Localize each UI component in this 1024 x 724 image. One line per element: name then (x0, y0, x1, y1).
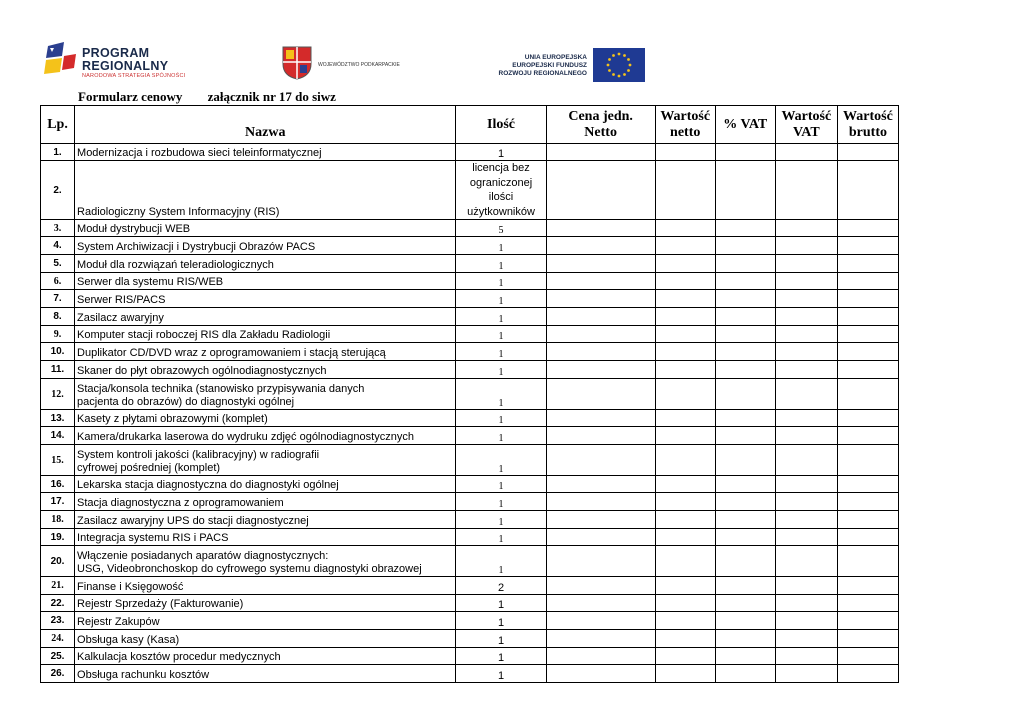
row-vat-pct-cell[interactable] (715, 493, 775, 511)
row-unit-price-cell[interactable] (546, 220, 655, 237)
row-lp: 20. (41, 546, 75, 577)
header-unit-price (546, 106, 655, 144)
row-qty: 1 (456, 630, 546, 648)
row-vat-value-cell[interactable] (775, 612, 837, 630)
header-name: Nazwa (75, 106, 456, 144)
header-gross (837, 106, 898, 144)
table-row (41, 343, 899, 361)
row-vat-pct-cell[interactable] (715, 577, 775, 595)
table-row (41, 612, 899, 630)
row-vat-value-cell[interactable] (775, 220, 837, 237)
row-unit-price-cell[interactable] (546, 343, 655, 361)
row-lp: 22. (41, 595, 75, 612)
row-net-value-cell[interactable] (655, 630, 715, 648)
table-row (41, 410, 899, 427)
row-lp: 8. (41, 308, 75, 326)
table-body (41, 144, 899, 683)
row-vat-pct-cell[interactable] (715, 308, 775, 326)
row-qty: 1 (456, 343, 546, 361)
row-gross-value-cell[interactable] (837, 445, 898, 476)
form-heading (78, 89, 336, 105)
row-vat-pct-cell[interactable] (715, 144, 775, 161)
row-qty: 1 (456, 237, 546, 255)
header-gross-l1: Wartość (843, 108, 893, 124)
row-name: Serwer RIS/PACS (75, 290, 456, 308)
row-unit-price-cell[interactable] (546, 476, 655, 493)
eu-line2: EUROPEJSKI FUNDUSZ (512, 62, 587, 69)
table-row (41, 290, 899, 308)
row-gross-value-cell[interactable] (837, 410, 898, 427)
row-vat-value-cell[interactable] (775, 493, 837, 511)
row-gross-value-cell[interactable] (837, 161, 898, 220)
row-vat-value-cell[interactable] (775, 427, 837, 445)
row-unit-price-cell[interactable] (546, 577, 655, 595)
row-gross-value-cell[interactable] (837, 476, 898, 493)
row-lp: 11. (41, 361, 75, 379)
row-qty: licencja bez ograniczonej ilości użytkowników (456, 161, 546, 220)
row-name: Obsługa kasy (Kasa) (75, 630, 456, 648)
row-gross-value-cell[interactable] (837, 665, 898, 683)
row-vat-pct-cell[interactable] (715, 343, 775, 361)
row-unit-price-cell[interactable] (546, 144, 655, 161)
row-qty: 1 (456, 273, 546, 290)
row-name: Radiologiczny System Informacyjny (RIS) (75, 161, 456, 220)
row-unit-price-cell[interactable] (546, 273, 655, 290)
row-lp: 2. (41, 161, 75, 220)
row-vat-pct-cell[interactable] (715, 546, 775, 577)
program-regionalny-mark-icon (44, 42, 76, 82)
row-lp: 19. (41, 529, 75, 546)
row-vat-value-cell[interactable] (775, 273, 837, 290)
wojewodztwo-shield-icon (282, 46, 312, 80)
row-name: Moduł dystrybucji WEB (75, 220, 456, 237)
table-row (41, 326, 899, 343)
row-vat-pct-cell[interactable] (715, 410, 775, 427)
row-qty: 1 (456, 379, 546, 410)
header-net-l1: Wartość (660, 108, 711, 124)
row-lp: 25. (41, 648, 75, 665)
row-name: Komputer stacji roboczej RIS dla Zakładu Radiologii (75, 326, 456, 343)
row-lp: 4. (41, 237, 75, 255)
row-vat-value-cell[interactable] (775, 290, 837, 308)
table-row (41, 427, 899, 445)
table-row (41, 308, 899, 326)
row-vat-pct-cell[interactable] (715, 273, 775, 290)
row-gross-value-cell[interactable] (837, 290, 898, 308)
row-name: Lekarska stacja diagnostyczna do diagnostyki ogólnej (75, 476, 456, 493)
row-vat-value-cell[interactable] (775, 410, 837, 427)
row-vat-value-cell[interactable] (775, 546, 837, 577)
row-vat-pct-cell[interactable] (715, 326, 775, 343)
table-row (41, 255, 899, 273)
row-name: Finanse i Księgowość (75, 577, 456, 595)
table-row (41, 493, 899, 511)
row-unit-price-cell[interactable] (546, 595, 655, 612)
row-lp: 12. (41, 379, 75, 410)
row-vat-value-cell[interactable] (775, 237, 837, 255)
row-net-value-cell[interactable] (655, 326, 715, 343)
row-unit-price-cell[interactable] (546, 445, 655, 476)
header-vat-l1: Wartość (781, 108, 832, 124)
row-vat-value-cell[interactable] (775, 577, 837, 595)
row-lp: 1. (41, 144, 75, 161)
row-vat-pct-cell[interactable] (715, 445, 775, 476)
row-qty: 1 (456, 648, 546, 665)
row-qty: 1 (456, 410, 546, 427)
row-name: Kalkulacja kosztów procedur medycznych (75, 648, 456, 665)
row-vat-pct-cell[interactable] (715, 529, 775, 546)
program-line3: NARODOWA STRATEGIA SPÓJNOŚCI (82, 73, 186, 79)
row-lp: 15. (41, 445, 75, 476)
row-vat-pct-cell[interactable] (715, 237, 775, 255)
row-qty: 1 (456, 529, 546, 546)
form-title: Formularz cenowy (78, 89, 183, 104)
program-line1: PROGRAM (82, 46, 150, 60)
row-unit-price-cell[interactable] (546, 290, 655, 308)
row-qty: 1 (456, 308, 546, 326)
row-qty: 1 (456, 511, 546, 529)
row-lp: 16. (41, 476, 75, 493)
header-vat-l2: VAT (792, 124, 820, 140)
row-gross-value-cell[interactable] (837, 612, 898, 630)
row-vat-pct-cell[interactable] (715, 630, 775, 648)
row-vat-value-cell[interactable] (775, 648, 837, 665)
table-row (41, 665, 899, 683)
row-vat-value-cell[interactable] (775, 529, 837, 546)
row-gross-value-cell[interactable] (837, 273, 898, 290)
row-unit-price-cell[interactable] (546, 493, 655, 511)
row-qty: 1 (456, 612, 546, 630)
row-gross-value-cell[interactable] (837, 648, 898, 665)
row-name: Moduł dla rozwiązań teleradiologicznych (75, 255, 456, 273)
row-qty: 5 (456, 220, 546, 237)
table-row (41, 273, 899, 290)
header-gross-l2: brutto (848, 124, 887, 140)
wojewodztwo-text: WOJEWÓDZTWO PODKARPACKIE (318, 62, 400, 68)
table-row (41, 237, 899, 255)
row-vat-value-cell[interactable] (775, 379, 837, 410)
row-lp: 9. (41, 326, 75, 343)
row-lp: 10. (41, 343, 75, 361)
row-gross-value-cell[interactable] (837, 529, 898, 546)
row-lp: 23. (41, 612, 75, 630)
row-vat-pct-cell[interactable] (715, 648, 775, 665)
table-row (41, 511, 899, 529)
program-regionalny-logo (40, 40, 200, 86)
table-row (41, 144, 899, 161)
row-gross-value-cell[interactable] (837, 220, 898, 237)
row-vat-pct-cell[interactable] (715, 511, 775, 529)
row-qty: 1 (456, 493, 546, 511)
row-qty: 2 (456, 577, 546, 595)
eu-line1: UNIA EUROPEJSKA (524, 54, 587, 61)
row-vat-pct-cell[interactable] (715, 379, 775, 410)
row-net-value-cell[interactable] (655, 595, 715, 612)
row-lp: 21. (41, 577, 75, 595)
row-name: System Archiwizacji i Dystrybucji Obrazów PACS (75, 237, 456, 255)
row-gross-value-cell[interactable] (837, 511, 898, 529)
row-name: Integracja systemu RIS i PACS (75, 529, 456, 546)
header-unit-price-l2: Netto (584, 124, 617, 140)
row-lp: 7. (41, 290, 75, 308)
row-vat-value-cell[interactable] (775, 161, 837, 220)
row-unit-price-cell[interactable] (546, 237, 655, 255)
row-name: Rejestr Zakupów (75, 612, 456, 630)
row-gross-value-cell[interactable] (837, 255, 898, 273)
row-name: Obsługa rachunku kosztów (75, 665, 456, 683)
row-unit-price-cell[interactable] (546, 612, 655, 630)
row-net-value-cell[interactable] (655, 308, 715, 326)
row-lp: 14. (41, 427, 75, 445)
table-row (41, 161, 899, 220)
program-line2: REGIONALNY (82, 59, 169, 73)
header-net-l2: netto (670, 124, 701, 140)
row-net-value-cell[interactable] (655, 427, 715, 445)
row-vat-pct-cell[interactable] (715, 427, 775, 445)
table-row (41, 595, 899, 612)
header-net (655, 106, 715, 144)
row-vat-value-cell[interactable] (775, 308, 837, 326)
header-row (41, 106, 899, 144)
table-row (41, 546, 899, 577)
row-net-value-cell[interactable] (655, 220, 715, 237)
header-lp: Lp. (41, 106, 75, 144)
eu-logo (495, 48, 645, 82)
table-row (41, 529, 899, 546)
row-qty: 1 (456, 546, 546, 577)
row-unit-price-cell[interactable] (546, 665, 655, 683)
header-qty: Ilość (456, 106, 546, 144)
row-unit-price-cell[interactable] (546, 648, 655, 665)
row-unit-price-cell[interactable] (546, 255, 655, 273)
row-vat-value-cell[interactable] (775, 511, 837, 529)
row-name: Zasilacz awaryjny (75, 308, 456, 326)
row-qty: 1 (456, 427, 546, 445)
row-vat-value-cell[interactable] (775, 343, 837, 361)
row-name: System kontroli jakości (kalibracyjny) w radiografii cyfrowej pośredniej (komplet) (75, 445, 456, 476)
row-name: Duplikator CD/DVD wraz z oprogramowaniem i stacją sterującą (75, 343, 456, 361)
row-name: Stacja/konsola technika (stanowisko przypisywania danych pacjenta do obrazów) do diagnostyki ogólnej (75, 379, 456, 410)
logo-bar (40, 40, 660, 88)
table-row (41, 476, 899, 493)
row-qty: 1 (456, 144, 546, 161)
row-net-value-cell[interactable] (655, 511, 715, 529)
header-unit-price-l1: Cena jedn. (568, 108, 633, 124)
row-net-value-cell[interactable] (655, 665, 715, 683)
wojewodztwo-logo (282, 46, 462, 82)
row-net-value-cell[interactable] (655, 343, 715, 361)
row-unit-price-cell[interactable] (546, 630, 655, 648)
row-qty: 1 (456, 595, 546, 612)
row-net-value-cell[interactable] (655, 361, 715, 379)
row-qty: 1 (456, 476, 546, 493)
row-vat-pct-cell[interactable] (715, 161, 775, 220)
row-lp: 18. (41, 511, 75, 529)
row-unit-price-cell[interactable] (546, 161, 655, 220)
row-unit-price-cell[interactable] (546, 546, 655, 577)
row-vat-pct-cell[interactable] (715, 476, 775, 493)
row-gross-value-cell[interactable] (837, 144, 898, 161)
row-qty: 1 (456, 665, 546, 683)
row-net-value-cell[interactable] (655, 161, 715, 220)
row-gross-value-cell[interactable] (837, 237, 898, 255)
row-vat-value-cell[interactable] (775, 361, 837, 379)
table-row (41, 648, 899, 665)
row-vat-value-cell[interactable] (775, 255, 837, 273)
row-net-value-cell[interactable] (655, 144, 715, 161)
table-row (41, 445, 899, 476)
row-gross-value-cell[interactable] (837, 326, 898, 343)
header-vat (775, 106, 837, 144)
row-name: Włączenie posiadanych aparatów diagnostycznych: USG, Videobronchoskop do cyfrowego systemu diagnostyki obrazowej (75, 546, 456, 577)
attachment-label: załącznik nr 17 do siwz (207, 89, 336, 104)
row-net-value-cell[interactable] (655, 273, 715, 290)
row-unit-price-cell[interactable] (546, 361, 655, 379)
row-gross-value-cell[interactable] (837, 577, 898, 595)
row-lp: 13. (41, 410, 75, 427)
row-name: Zasilacz awaryjny UPS do stacji diagnostycznej (75, 511, 456, 529)
row-unit-price-cell[interactable] (546, 511, 655, 529)
row-vat-pct-cell[interactable] (715, 220, 775, 237)
row-vat-pct-cell[interactable] (715, 612, 775, 630)
table-row (41, 361, 899, 379)
row-vat-pct-cell[interactable] (715, 290, 775, 308)
row-net-value-cell[interactable] (655, 612, 715, 630)
row-net-value-cell[interactable] (655, 648, 715, 665)
row-gross-value-cell[interactable] (837, 493, 898, 511)
row-qty: 1 (456, 290, 546, 308)
row-vat-value-cell[interactable] (775, 665, 837, 683)
row-lp: 17. (41, 493, 75, 511)
row-unit-price-cell[interactable] (546, 529, 655, 546)
row-qty: 1 (456, 255, 546, 273)
row-gross-value-cell[interactable] (837, 361, 898, 379)
row-qty: 1 (456, 361, 546, 379)
table-row (41, 220, 899, 237)
row-lp: 5. (41, 255, 75, 273)
row-vat-pct-cell[interactable] (715, 595, 775, 612)
row-lp: 24. (41, 630, 75, 648)
row-gross-value-cell[interactable] (837, 595, 898, 612)
row-name: Kamera/drukarka laserowa do wydruku zdjęć ogólnodiagnostycznych (75, 427, 456, 445)
row-name: Serwer dla systemu RIS/WEB (75, 273, 456, 290)
row-net-value-cell[interactable] (655, 445, 715, 476)
row-net-value-cell[interactable] (655, 546, 715, 577)
row-qty: 1 (456, 445, 546, 476)
price-form-table (40, 105, 899, 683)
row-unit-price-cell[interactable] (546, 326, 655, 343)
row-lp: 26. (41, 665, 75, 683)
row-vat-pct-cell[interactable] (715, 361, 775, 379)
row-vat-value-cell[interactable] (775, 445, 837, 476)
row-name: Modernizacja i rozbudowa sieci teleinformatycznej (75, 144, 456, 161)
row-gross-value-cell[interactable] (837, 630, 898, 648)
row-net-value-cell[interactable] (655, 493, 715, 511)
row-lp: 3. (41, 220, 75, 237)
row-unit-price-cell[interactable] (546, 410, 655, 427)
eu-flag-icon (593, 48, 645, 82)
row-name: Kasety z płytami obrazowymi (komplet) (75, 410, 456, 427)
row-gross-value-cell[interactable] (837, 343, 898, 361)
row-vat-value-cell[interactable] (775, 595, 837, 612)
row-name: Rejestr Sprzedaży (Fakturowanie) (75, 595, 456, 612)
row-net-value-cell[interactable] (655, 410, 715, 427)
row-net-value-cell[interactable] (655, 290, 715, 308)
row-gross-value-cell[interactable] (837, 379, 898, 410)
row-name: Stacja diagnostyczna z oprogramowaniem (75, 493, 456, 511)
row-vat-pct-cell[interactable] (715, 255, 775, 273)
row-net-value-cell[interactable] (655, 577, 715, 595)
row-gross-value-cell[interactable] (837, 308, 898, 326)
row-gross-value-cell[interactable] (837, 427, 898, 445)
row-net-value-cell[interactable] (655, 237, 715, 255)
row-vat-value-cell[interactable] (775, 476, 837, 493)
row-net-value-cell[interactable] (655, 379, 715, 410)
row-net-value-cell[interactable] (655, 529, 715, 546)
row-vat-value-cell[interactable] (775, 144, 837, 161)
eu-line3: ROZWOJU REGIONALNEGO (498, 70, 587, 77)
row-qty: 1 (456, 326, 546, 343)
row-vat-value-cell[interactable] (775, 630, 837, 648)
row-net-value-cell[interactable] (655, 255, 715, 273)
row-name: Skaner do płyt obrazowych ogólnodiagnostycznych (75, 361, 456, 379)
row-gross-value-cell[interactable] (837, 546, 898, 577)
table-row (41, 577, 899, 595)
row-unit-price-cell[interactable] (546, 308, 655, 326)
header-vat-pct: % VAT (715, 106, 775, 144)
table-row (41, 379, 899, 410)
row-vat-value-cell[interactable] (775, 326, 837, 343)
row-net-value-cell[interactable] (655, 476, 715, 493)
table-row (41, 630, 899, 648)
row-unit-price-cell[interactable] (546, 427, 655, 445)
row-lp: 6. (41, 273, 75, 290)
row-vat-pct-cell[interactable] (715, 665, 775, 683)
row-unit-price-cell[interactable] (546, 379, 655, 410)
